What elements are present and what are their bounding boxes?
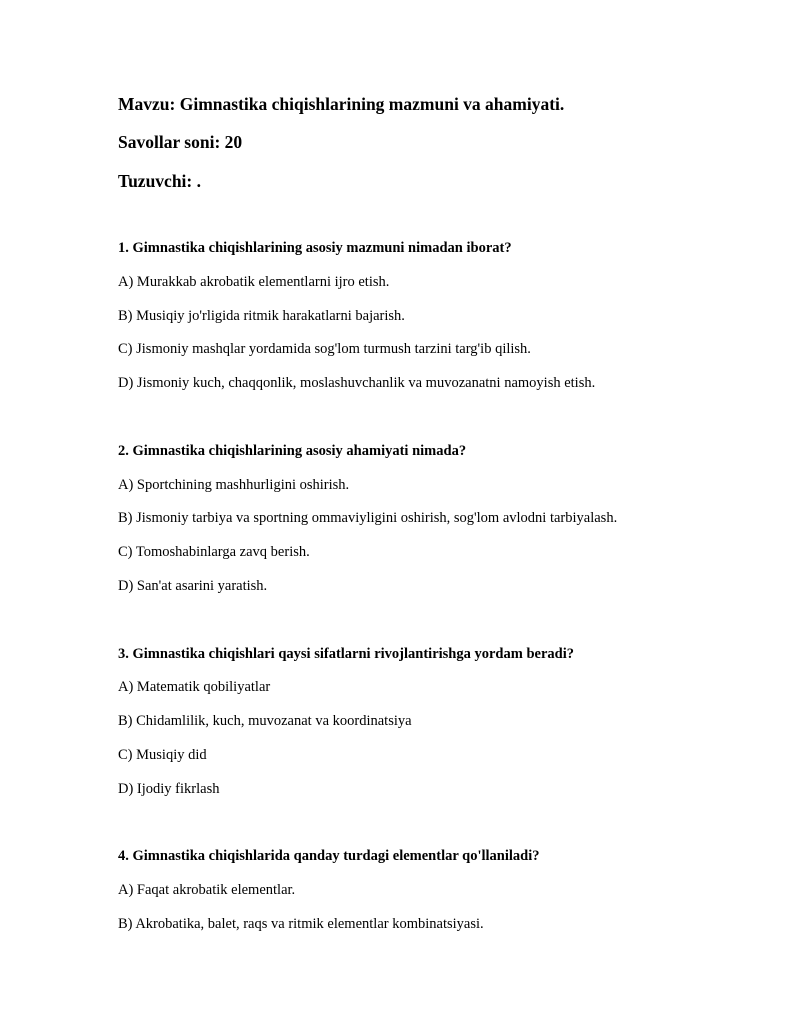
question-3-option-a: A) Matematik qobiliyatlar	[118, 679, 271, 695]
author-line: Tuzuvchi: .	[118, 171, 201, 191]
question-1-option-a: A) Murakkab akrobatik elementlarni ijro etish.	[118, 274, 390, 290]
question-2-option-d: D) San'at asarini yaratish.	[118, 578, 268, 594]
question-3-option-b: B) Chidamlilik, kuch, muvozanat va koordinatsiya	[118, 713, 412, 729]
question-1-option-c: C) Jismoniy mashqlar yordamida sog'lom turmush tarzini targ'ib qilish.	[118, 341, 531, 357]
question-2-option-b: B) Jismoniy tarbiya va sportning ommaviyligini oshirish, sog'lom avlodni tarbiyalash.	[118, 510, 618, 526]
question-2-option-a: A) Sportchining mashhurligini oshirish.	[118, 477, 350, 493]
question-2-option-c: C) Tomoshabinlarga zavq berish.	[118, 544, 310, 560]
question-1: 1. Gimnastika chiqishlarining asosiy mazmuni nimadan iborat?	[118, 240, 512, 256]
question-1-option-d: D) Jismoniy kuch, chaqqonlik, moslashuvchanlik va muvozanatni namoyish etish.	[118, 375, 596, 391]
question-1-option-b: B) Musiqiy jo'rligida ritmik harakatlarni bajarish.	[118, 308, 405, 324]
question-3-option-d: D) Ijodiy fikrlash	[118, 781, 220, 797]
question-2: 2. Gimnastika chiqishlarining asosiy ahamiyati nimada?	[118, 443, 467, 459]
question-3-option-c: C) Musiqiy did	[118, 747, 207, 763]
topic-heading: Mavzu: Gimnastika chiqishlarining mazmuni va ahamiyati.	[118, 94, 565, 114]
question-4-option-a: A) Faqat akrobatik elementlar.	[118, 882, 296, 898]
question-4-option-b: B) Akrobatika, balet, raqs va ritmik elementlar kombinatsiyasi.	[118, 916, 484, 932]
question-3: 3. Gimnastika chiqishlari qaysi sifatlarni rivojlantirishga yordam beradi?	[118, 646, 574, 662]
question-count: Savollar soni: 20	[118, 132, 243, 152]
question-4: 4. Gimnastika chiqishlarida qanday turdagi elementlar qo'llaniladi?	[118, 848, 540, 864]
